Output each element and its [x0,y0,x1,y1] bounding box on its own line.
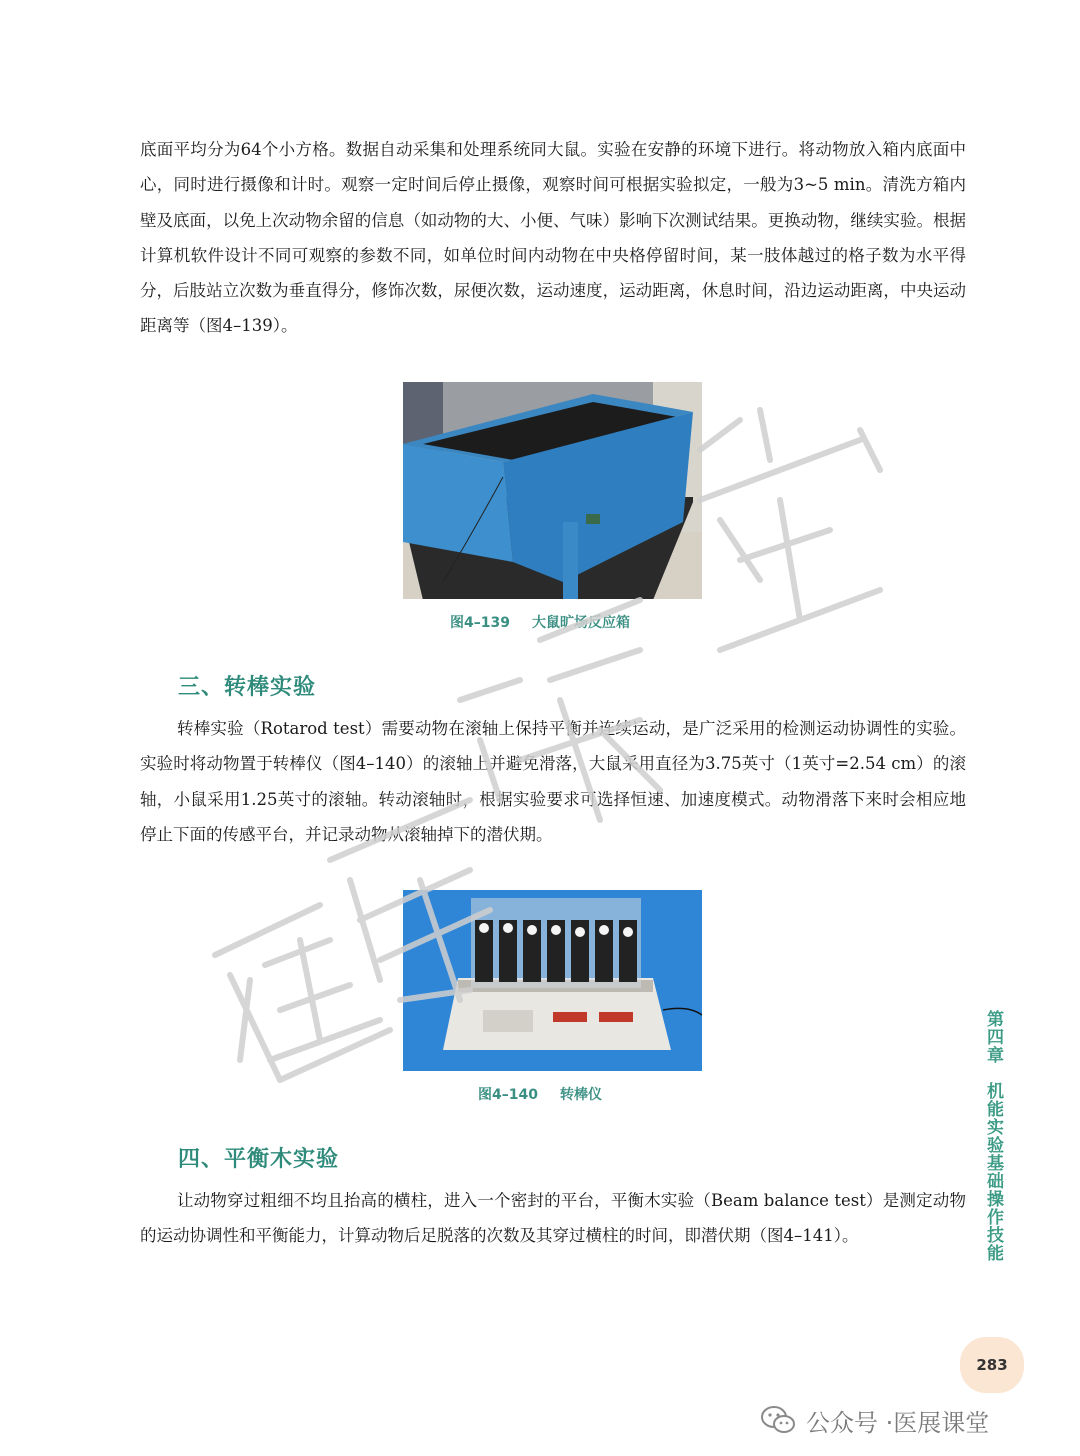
footer-prefix: 公众号 · [806,1408,894,1437]
body-paragraph-2: 转棒实验（Rotarod test）需要动物在滚轴上保持平衡并连续运动，是广泛采用的检测运动协调性的实验。实验时将动物置于转棒仪（图4–140）的滚轴上并避免滑落，大鼠采用直径为3.75英寸（1英寸=2.54 cm）的滚轴，小鼠采用1.25英寸的滚轴。转动滚轴时，根据实验要求可选择恒速、加速度模式。动物滑落下来时会相应地停止下面的传感平台，并记录动物从滚轴掉下的潜伏期。 [140,719,966,844]
body-paragraph-1: 底面平均分为64个小方格。数据自动采集和处理系统同大鼠。实验在安静的环境下进行。将动物放入箱内底面中心，同时进行摄像和计时。观察一定时间后停止摄像，观察时间可根据实验拟定，一般为3~5 min。清洗方箱内壁及底面，以免上次动物余留的信息（如动物的大、小便、气味）影响下次测试结果。更换动物，继续实验。根据计算机软件设计不同可观察的参数不同，如单位时间内动物在中央格停留时间，某一肢体越过的格子数为水平得分，后肢站立次数为垂直得分，修饰次数，尿便次数，运动速度，运动距离，休息时间，沿边运动距离，中央运动距离等（图4–139）。 [140,140,966,336]
figure-caption-4-139 [0,612,1080,632]
body-paragraph-3: 让动物穿过粗细不均且抬高的横柱，进入一个密封的平台，平衡木实验（Beam balance test）是测定动物的运动协调性和平衡能力，计算动物后足脱落的次数及其穿过横柱的时间，即潜伏期（图4–141）。 [140,1191,966,1246]
figure-caption-4-140 [0,1084,1080,1104]
open-field-box-photo [403,382,702,599]
figure-number: 图4–140 [478,1087,538,1103]
figure-title: 大鼠旷场反应箱 [531,615,630,631]
chapter-side-title [984,1082,1006,1262]
figure-title: 转棒仪 [559,1087,602,1103]
chapter-side-tab [984,1010,1006,1064]
section-heading-beam-balance: 四、平衡木实验 [178,1147,340,1172]
figure-number: 图4–139 [450,615,510,631]
footer-account-name: 医展课堂 [893,1408,990,1437]
chapter-number: 第四章 [983,1010,1003,1064]
footer-account [760,1400,989,1440]
wechat-icon [760,1405,796,1435]
page-number: 283 [960,1337,1024,1393]
chapter-title: 机能实验基础操作技能 [983,1082,1003,1262]
rotarod-apparatus-photo [403,890,702,1071]
section-heading-rotarod: 三、转棒实验 [178,675,317,700]
